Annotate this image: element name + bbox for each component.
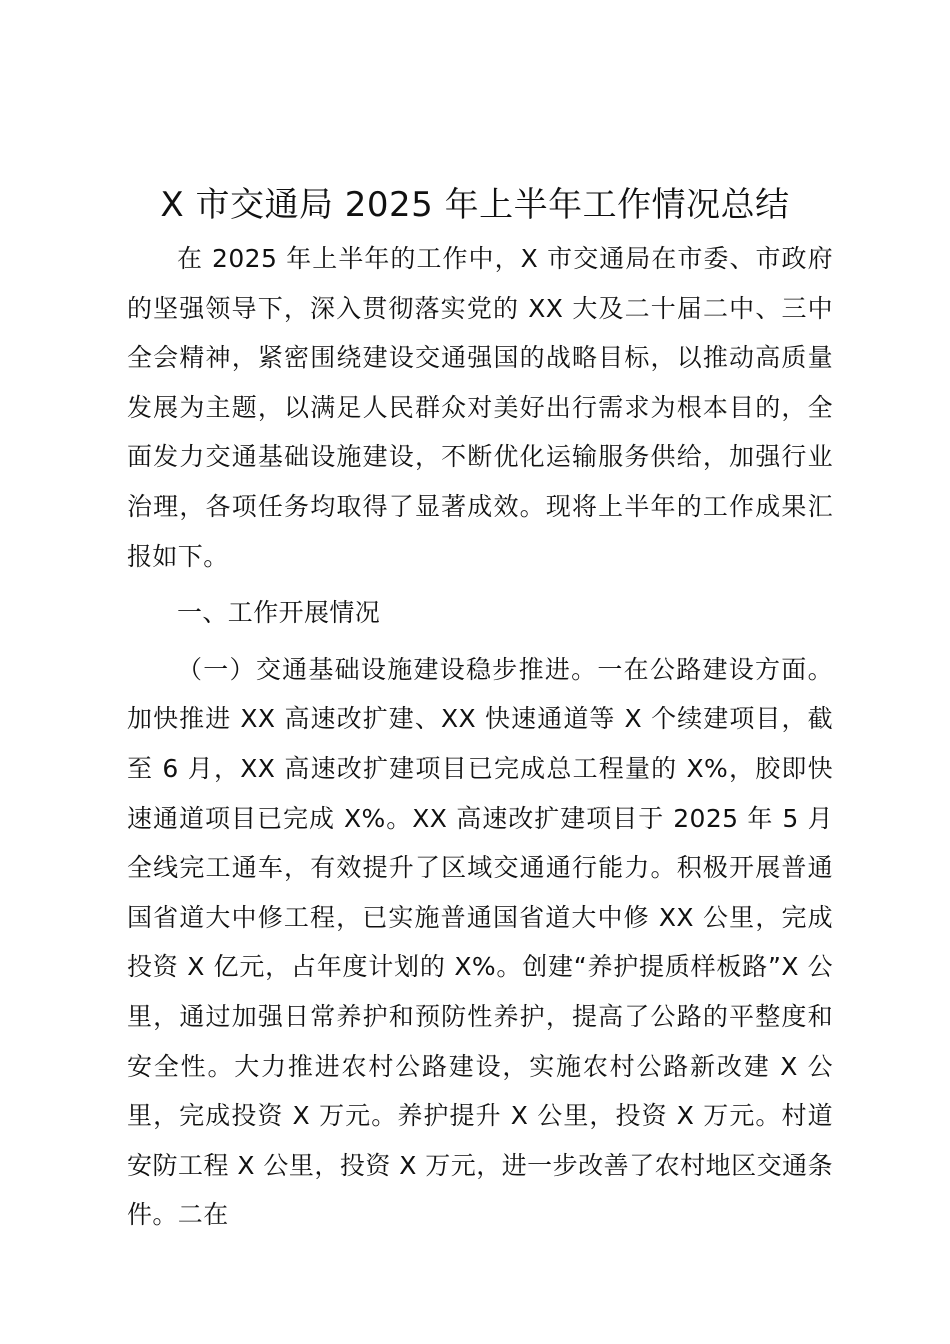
section-paragraph: （一）交通基础设施建设稳步推进。一在公路建设方面。加快推进 XX 高速改扩建、XX 快速通道等 X 个续建项目，截至 6 月，XX 高速改扩建项目已完成总工程量的 X%，胶即快速通道项目已完成 X%。XX 高速改扩建项目于 2025 年 5 月全线完工通车，有效提升了区域交通通行能力。积极开展普通国省道大中修工程，已实施普通国省道大中修 XX 公里，完成投资 X 亿元，占年度计划的 X%。创建“养护提质样板路”X 公里，通过加强日常养护和预防性养护，提高了公路的平整度和安全性。大力推进农村公路建设，实施农村公路新改建 X 公里，完成投资 X 万元。养护提升 X 公里，投资 X 万元。村道安防工程 X 公里，投资 X 万元，进一步改善了农村地区交通条件。二在 [127, 654, 833, 1230]
intro-paragraph: 在 2025 年上半年的工作中，X 市交通局在市委、市政府的坚强领导下，深入贯彻落实党的 XX 大及二十届二中、三中全会精神，紧密围绕建设交通强国的战略目标，以推动高质量发展为主题，以满足人民群众对美好出行需求为根本目的，全面发力交通基础设施建设，不断优化运输服务供给，加强行业治理，各项任务均取得了显著成效。现将上半年的工作成果汇报如下。 [127, 244, 833, 571]
document-title: X 市交通局 2025 年上半年工作情况总结 [160, 185, 790, 225]
document-body [127, 234, 833, 1247]
section-heading: 一、工作开展情况 [177, 598, 381, 628]
